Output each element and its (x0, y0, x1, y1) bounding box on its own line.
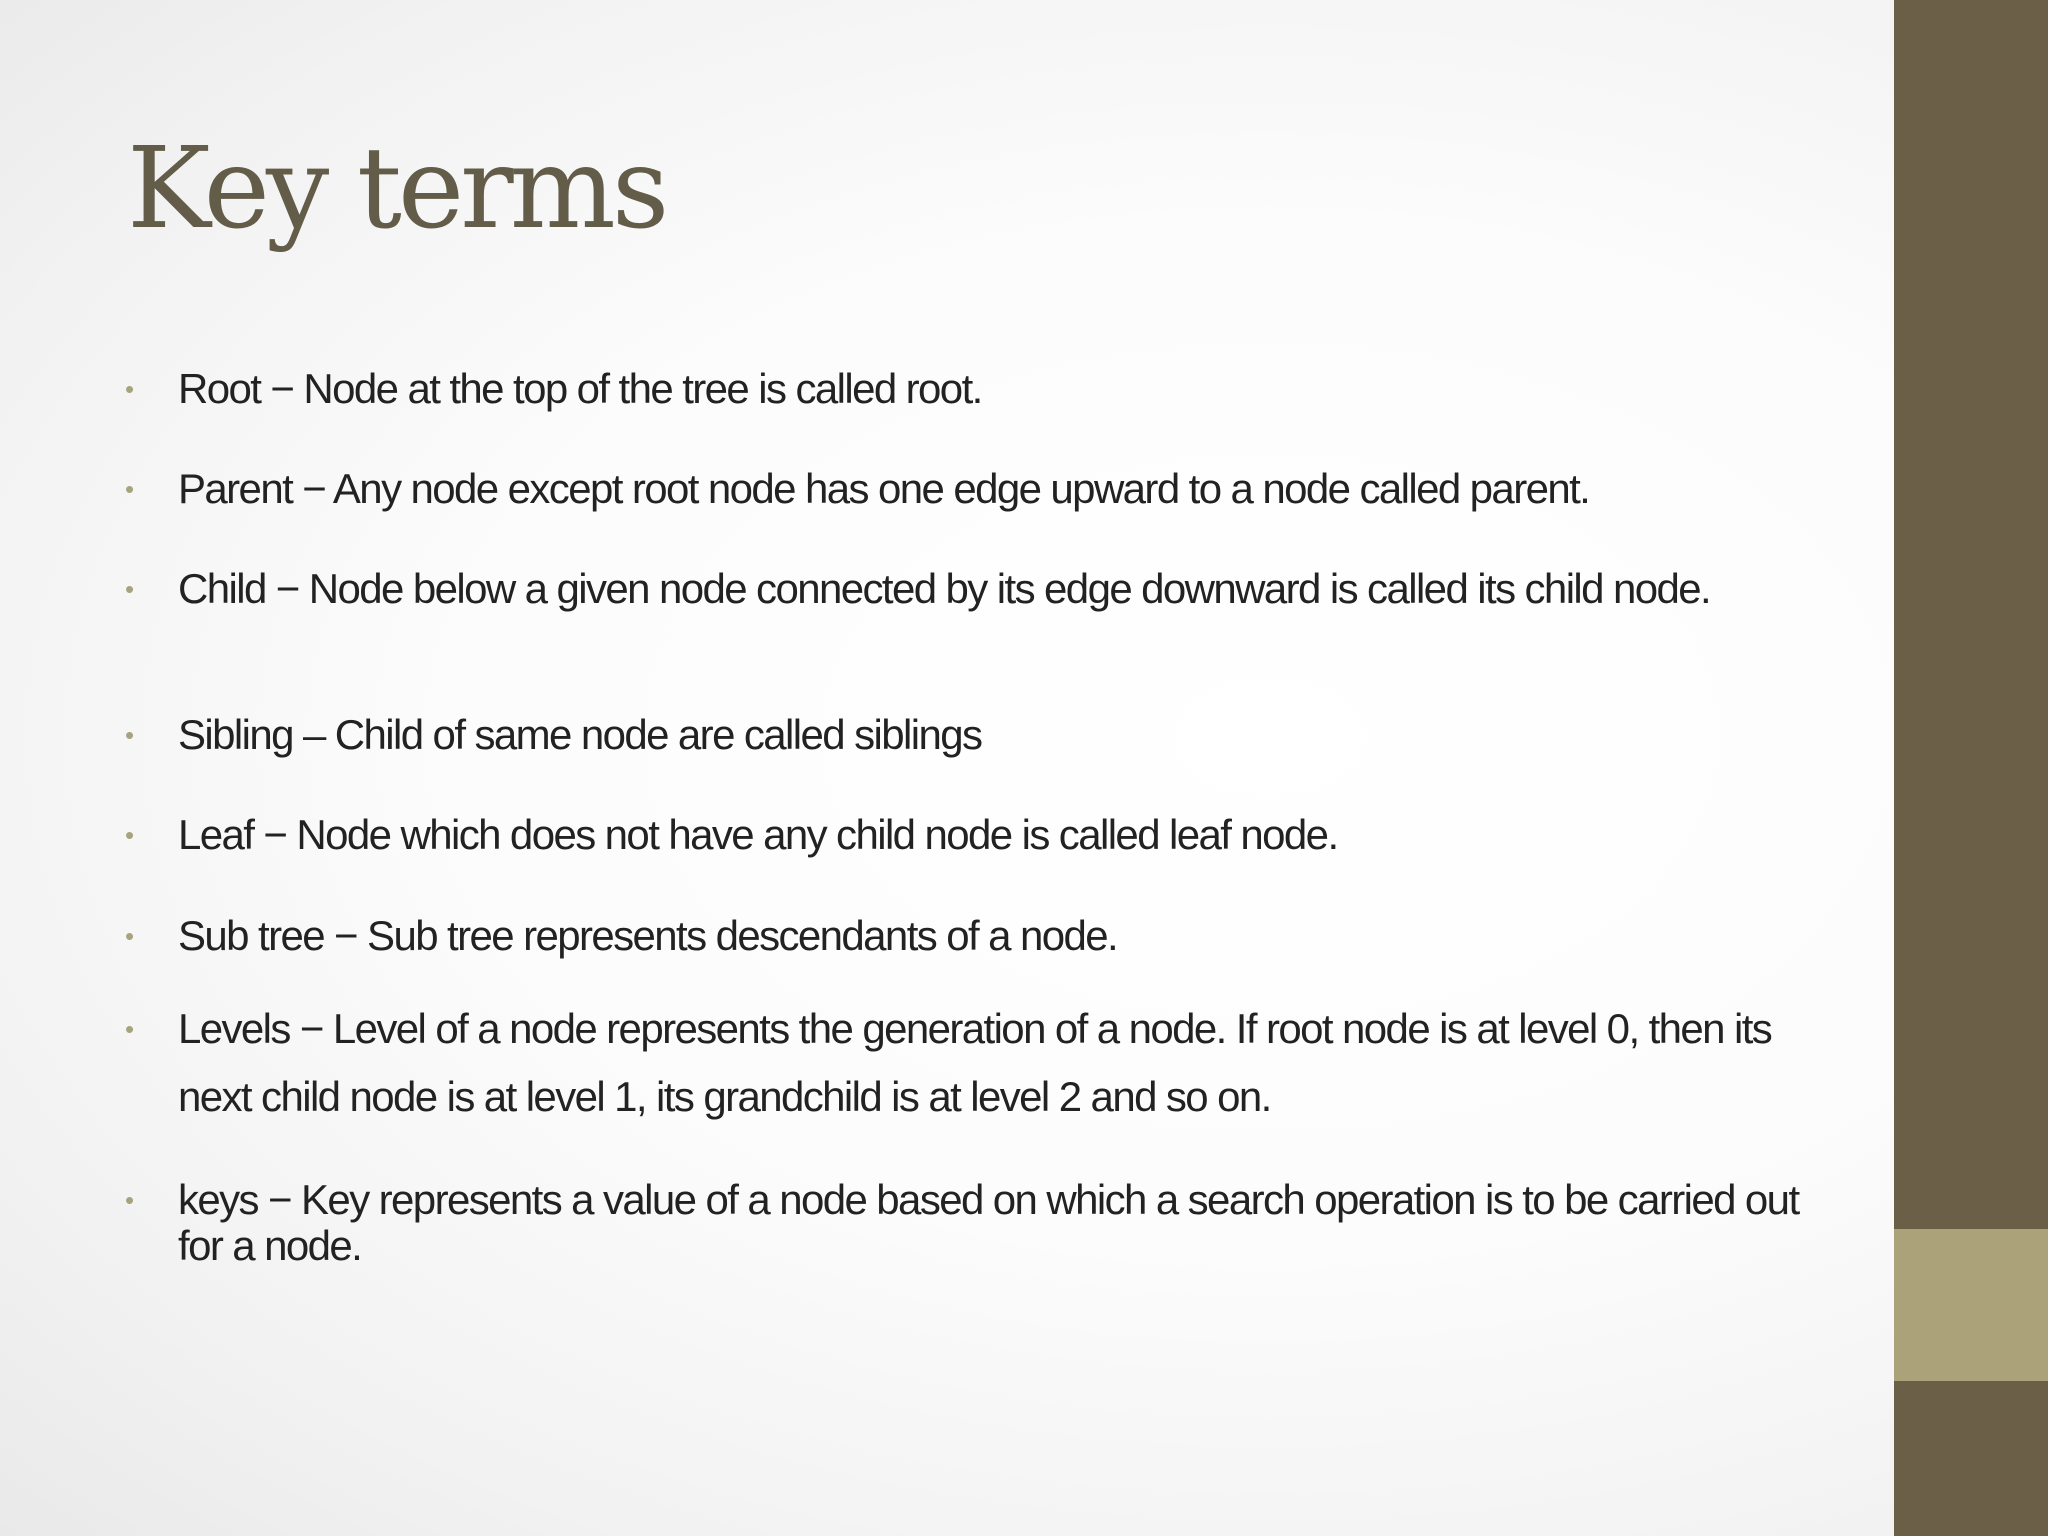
bullet-text-keys: keys − Key represents a value of a node based on which a search operation is to be carried out for a node. (178, 1176, 1799, 1269)
bullet-item-child (125, 566, 1805, 612)
bullet-icon: • (125, 820, 135, 850)
bullet-icon: • (125, 720, 135, 750)
bullet-icon: • (125, 474, 135, 504)
bullet-icon: • (125, 921, 135, 951)
bullet-item-levels (125, 995, 1805, 1131)
bullet-item-leaf (125, 812, 1805, 858)
bullet-icon: • (125, 1014, 135, 1044)
bullet-text-leaf: Leaf − Node which does not have any child node is called leaf node. (178, 811, 1338, 858)
bullet-icon: • (125, 574, 135, 604)
bullet-item-parent (125, 466, 1805, 512)
bullet-text-levels: Levels − Level of a node represents the generation of a node. If root node is at level 0, then its next child node is at level 1, its grandchild is at level 2 and so on. (178, 1005, 1772, 1120)
bullet-item-sibling (125, 712, 1805, 758)
slide-title: Key terms (127, 124, 666, 254)
bullet-item-root (125, 366, 1805, 412)
decorative-side-accent (1894, 1229, 2048, 1381)
bullet-text-sibling: Sibling – Child of same node are called siblings (178, 711, 982, 758)
bullet-item-subtree (125, 913, 1805, 959)
bullet-text-root: Root − Node at the top of the tree is called root. (178, 365, 982, 412)
bullet-item-keys (125, 1177, 1805, 1269)
bullet-text-subtree: Sub tree − Sub tree represents descendants of a node. (178, 912, 1118, 959)
bullet-icon: • (125, 1185, 135, 1215)
bullet-icon: • (125, 374, 135, 404)
bullet-text-child: Child − Node below a given node connected by its edge downward is called its child node. (178, 565, 1711, 612)
bullet-text-parent: Parent − Any node except root node has one edge upward to a node called parent. (178, 465, 1590, 512)
